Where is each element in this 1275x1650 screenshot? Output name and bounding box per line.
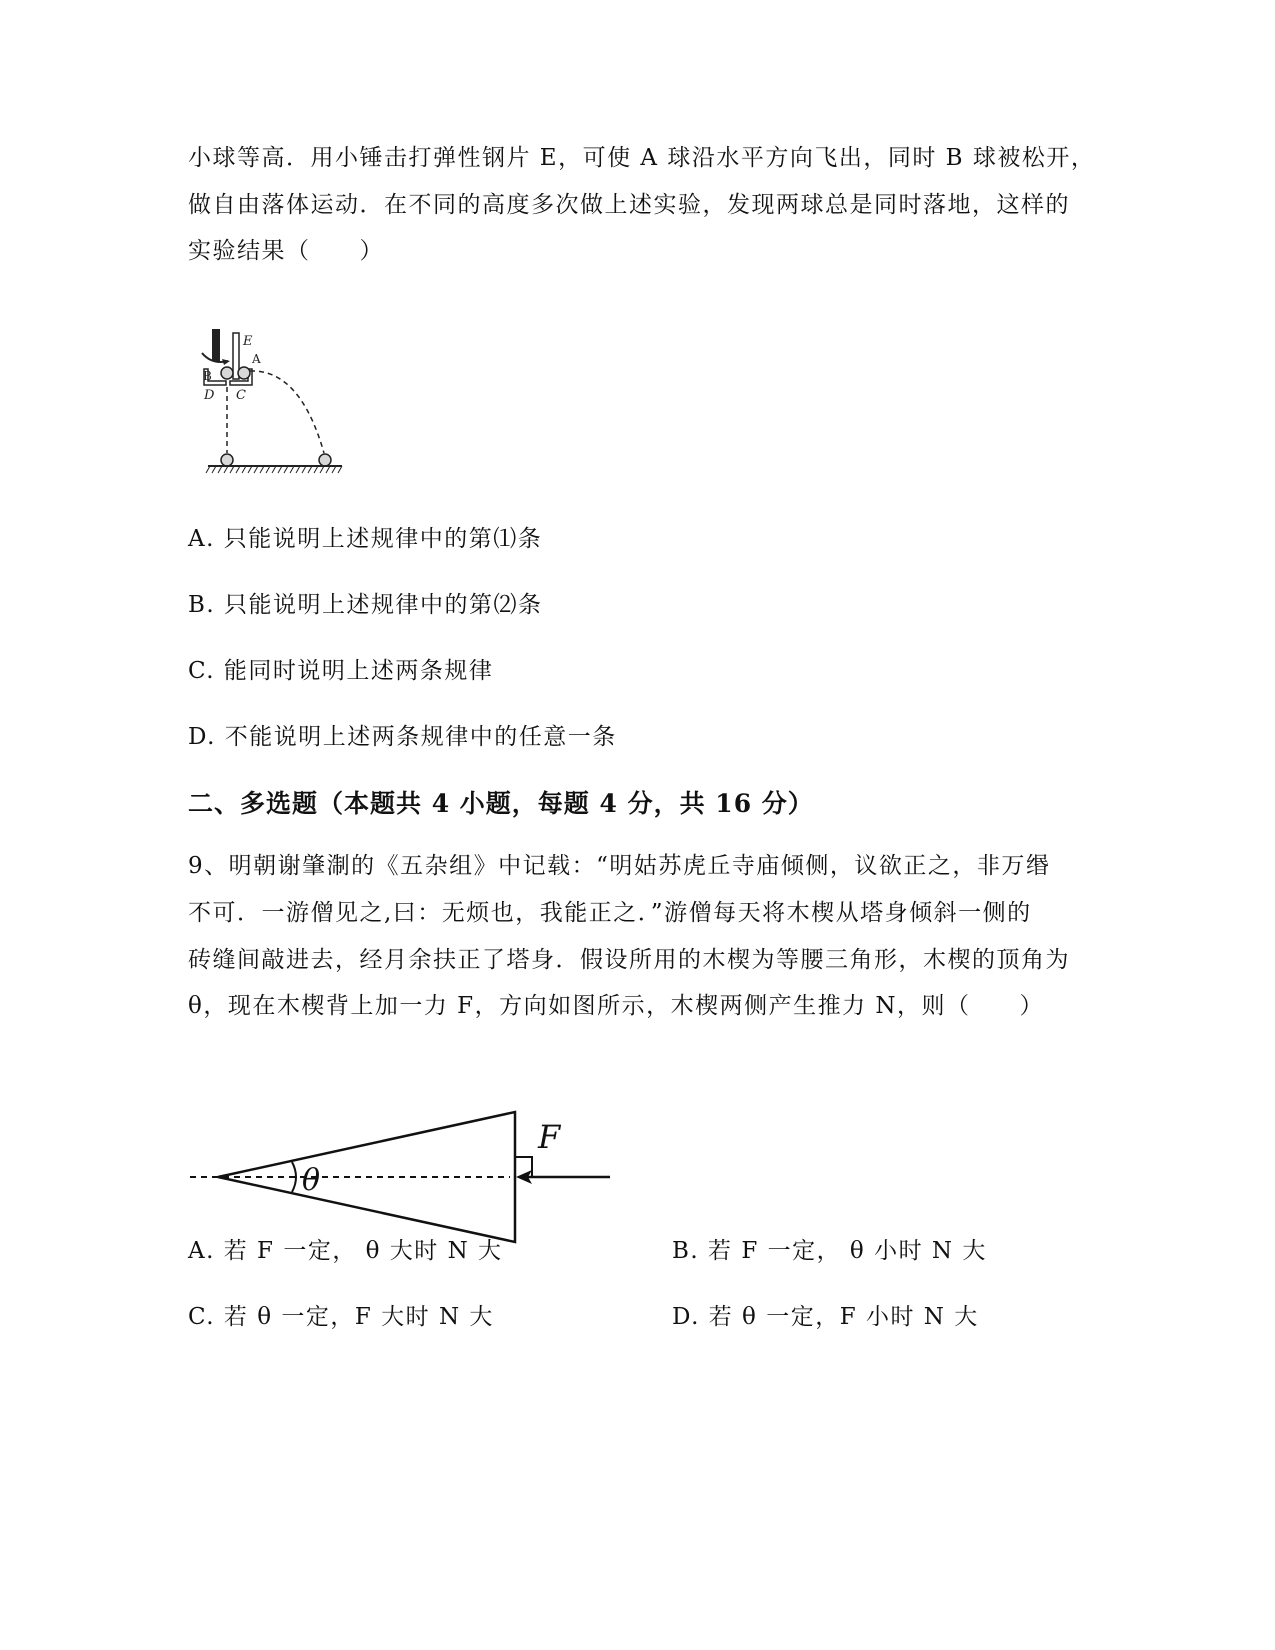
q9-option-a[interactable]: A. 若 F 一定， θ 大时 N 大 — [188, 1238, 503, 1264]
ball-b-landed — [221, 454, 233, 466]
q8-option-b[interactable]: B. 只能说明上述规律中的第⑵条 — [188, 592, 543, 618]
section-heading: 二、多选题（本题共 4 小题，每题 4 分，共 16 分） — [188, 789, 814, 818]
angle-label: θ — [302, 1163, 321, 1198]
q9-stem-line-1: 9、明朝谢肇淛的《五杂组》中记载：“明姑苏虎丘寺庙倾侧，议欲正之，非万缗 — [188, 853, 1051, 879]
hammer-icon — [202, 329, 230, 365]
q9-stem-line-4: θ，现在木楔背上加一力 F，方向如图所示，木楔两侧产生推力 N，则（ ） — [188, 993, 1045, 1019]
q8-stem-line-2: 做自由落体运动．在不同的高度多次做上述实验，发现两球总是同时落地，这样的 — [188, 192, 1070, 218]
q9-option-c[interactable]: C. 若 θ 一定，F 大时 N 大 — [188, 1304, 494, 1330]
label-e: E — [243, 334, 253, 349]
label-a: A — [252, 352, 261, 366]
label-d: D — [204, 388, 215, 403]
q8-stem-line-1: 小球等高．用小锤击打弹性钢片 E，可使 A 球沿水平方向飞出，同时 B 球被松开， — [188, 145, 1096, 171]
q9-option-d[interactable]: D. 若 θ 一定，F 小时 N 大 — [672, 1304, 979, 1330]
q9-stem-line-3: 砖缝间敲进去，经月余扶正了塔身．假设所用的木楔为等腰三角形，木楔的顶角为 — [188, 947, 1070, 973]
label-c: C — [236, 388, 246, 403]
label-b: B — [203, 369, 212, 383]
q8-stem-line-3: 实验结果（ ） — [188, 238, 384, 264]
ball-b — [221, 367, 233, 379]
q8-apparatus-figure — [200, 325, 370, 505]
ground — [206, 466, 342, 473]
q9-option-b[interactable]: B. 若 F 一定， θ 小时 N 大 — [672, 1238, 987, 1264]
q9-wedge-figure — [180, 1100, 620, 1250]
projectile-path — [250, 371, 324, 453]
force-label: F — [538, 1118, 561, 1156]
q8-option-c[interactable]: C. 能同时说明上述两条规律 — [188, 658, 494, 684]
ball-a — [238, 367, 250, 379]
q9-stem-line-2: 不可．一游僧见之,曰：无烦也，我能正之．”游僧每天将木楔从塔身倾斜一侧的 — [188, 900, 1032, 926]
q8-option-d[interactable]: D. 不能说明上述两条规律中的任意一条 — [188, 724, 617, 750]
ball-a-landed — [319, 454, 331, 466]
q8-option-a[interactable]: A. 只能说明上述规律中的第⑴条 — [188, 526, 543, 552]
